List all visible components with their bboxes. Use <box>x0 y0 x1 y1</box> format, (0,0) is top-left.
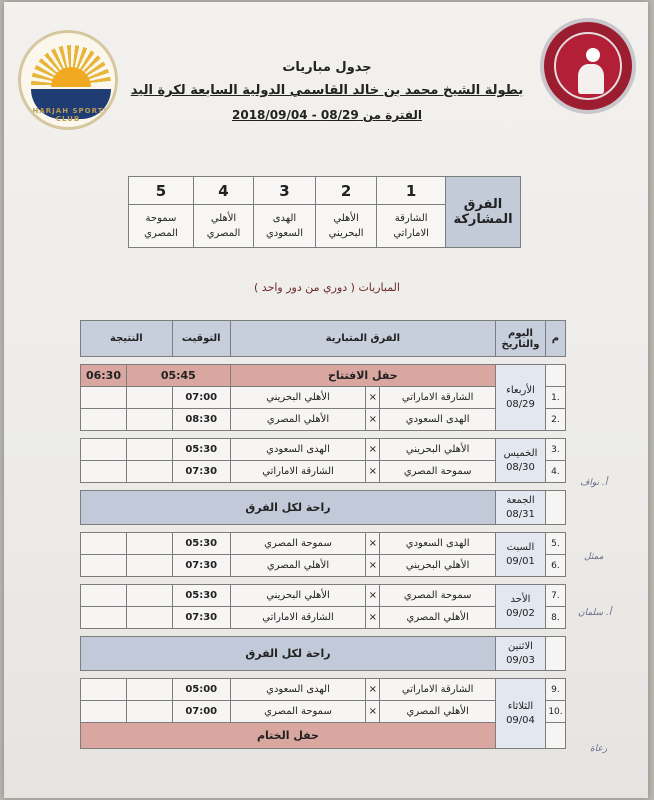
day-cell: الاثنين 09/03 <box>496 637 546 671</box>
schedule-table <box>80 320 566 749</box>
day-cell: الأربعاء 08/29 <box>496 365 546 431</box>
rest-day: راحة لكل الفرق <box>81 637 496 671</box>
table-row: 07:30 الشارقة الاماراتي × سموحة المصري 4. <box>81 461 566 483</box>
table-row: 07:00 سموحة المصري × الأهلي المصري 10. <box>81 701 566 723</box>
doc-title: جدول مباريات <box>282 60 372 75</box>
handwritten-note: ممثل <box>584 552 604 562</box>
team-number: 1 <box>377 177 446 205</box>
handwritten-note: أ. سلمان <box>578 608 612 618</box>
header-time: التوقيت <box>172 321 230 357</box>
handwritten-note: رعاة <box>590 744 608 754</box>
table-row: 05:30 الأهلي البحريني × سموحة المصري الأحد 09/02 7. <box>81 585 566 607</box>
opening-time-end: 06:30 <box>81 365 127 387</box>
teams-label: الفرق المشاركة <box>446 177 521 248</box>
table-row: 05:30 سموحة المصري × الهدى السعودي السبت 09/01 5. <box>81 533 566 555</box>
team-name: الأهلي البحريني <box>315 205 376 248</box>
day-cell: الأحد 09/02 <box>496 585 546 629</box>
table-row: 07:30 الأهلي المصري × الأهلي البحريني 6. <box>81 555 566 577</box>
day-cell: السبت 09/01 <box>496 533 546 577</box>
teams-table <box>128 176 521 248</box>
tournament-title: بطولة الشيخ محمد بن خالد القاسمي الدولية السابعة لكرة اليد <box>130 83 524 98</box>
table-row: 05:00 الهدى السعودي × الشارقة الاماراتي الثلاثاء 09/04 9. <box>81 679 566 701</box>
header-result: النتيجة <box>81 321 173 357</box>
team-name: سموحة المصري <box>129 205 194 248</box>
header-day: اليوم والتاريخ <box>496 321 546 357</box>
team-name: الشارقة الاماراتي <box>377 205 446 248</box>
header-teams: الفرق المتبارية <box>230 321 495 357</box>
handwritten-note: أ. نواف <box>580 478 608 488</box>
period-line: 2018/09/04 - الفترة من 08/29 <box>232 108 422 122</box>
team-name: الأهلي المصري <box>193 205 253 248</box>
team-number: 5 <box>129 177 194 205</box>
header-idx: م <box>545 321 565 357</box>
team-number: 2 <box>315 177 376 205</box>
table-row: 08:30 الأهلي المصري × الهدى السعودي 2. <box>81 409 566 431</box>
team-number: 3 <box>254 177 316 205</box>
table-row: 07:00 الأهلي البحريني × الشارقة الاماراتي 1. <box>81 387 566 409</box>
day-cell: الثلاثاء 09/04 <box>496 679 546 749</box>
logo-text: SHARJAH SPORTS CLUB <box>26 107 110 123</box>
rest-day: راحة لكل الفرق <box>81 491 496 525</box>
matches-subtitle: المباريات ( دوري من دور واحد ) <box>254 281 400 294</box>
opening-ceremony: حفل الافتتاح <box>230 365 495 387</box>
opening-time-start: 05:45 <box>126 365 230 387</box>
team-name: الهدى السعودي <box>254 205 316 248</box>
day-cell: الخميس 08/30 <box>496 439 546 483</box>
table-row: 07:30 الشارقة الاماراتي × الأهلي المصري 8. <box>81 607 566 629</box>
day-cell: الجمعة 08/31 <box>496 491 546 525</box>
table-row: 05:30 الهدى السعودي × الأهلي البحريني الخميس 08/30 3. <box>81 439 566 461</box>
team-number: 4 <box>193 177 253 205</box>
closing-ceremony: حفل الختام <box>81 723 496 749</box>
